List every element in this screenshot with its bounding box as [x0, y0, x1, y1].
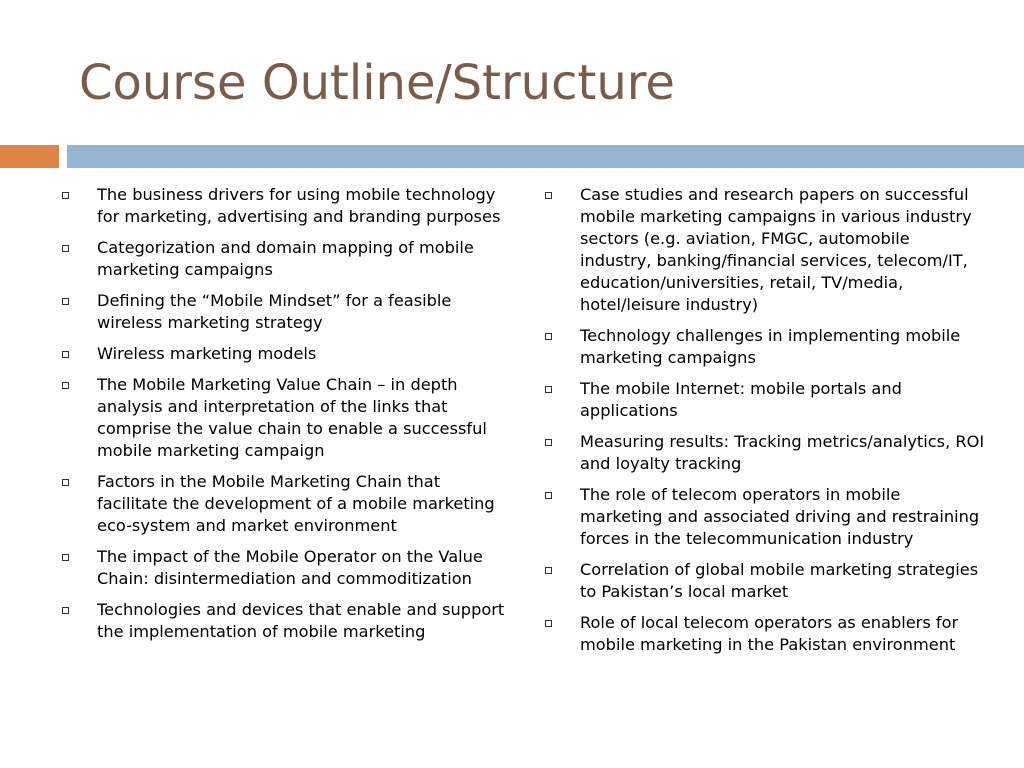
- square-bullet-icon: [545, 386, 552, 393]
- square-bullet-icon: [545, 620, 552, 627]
- list-item: [62, 374, 514, 462]
- square-bullet-icon: [545, 333, 552, 340]
- list-item: [62, 471, 514, 537]
- list-item: [545, 612, 985, 656]
- list-item: [545, 559, 985, 603]
- list-item: [545, 484, 985, 550]
- list-item: [62, 290, 514, 334]
- square-bullet-icon: [62, 479, 69, 486]
- list-item-text: The Mobile Marketing Value Chain – in depth analysis and interpretation of the links that comprise the value chain to enable a successful mobile marketing campaign: [97, 375, 487, 460]
- square-bullet-icon: [545, 192, 552, 199]
- square-bullet-icon: [62, 245, 69, 252]
- square-bullet-icon: [545, 439, 552, 446]
- list-item-text: The mobile Internet: mobile portals and applications: [580, 379, 902, 420]
- list-item: [545, 431, 985, 475]
- list-item-text: Technologies and devices that enable and support the implementation of mobile marketing: [97, 600, 505, 641]
- accent-bar-orange: [0, 145, 59, 168]
- list-item: [62, 546, 514, 590]
- square-bullet-icon: [62, 607, 69, 614]
- list-item-text: Technology challenges in implementing mobile marketing campaigns: [580, 326, 961, 367]
- square-bullet-icon: [62, 192, 69, 199]
- accent-bar-blue: [67, 145, 1024, 168]
- square-bullet-icon: [62, 351, 69, 358]
- list-item-text: Measuring results: Tracking metrics/analytics, ROI and loyalty tracking: [580, 432, 985, 473]
- list-item-text: Categorization and domain mapping of mobile marketing campaigns: [97, 238, 474, 279]
- square-bullet-icon: [545, 492, 552, 499]
- list-item-text: Defining the “Mobile Mindset” for a feasible wireless marketing strategy: [97, 291, 452, 332]
- square-bullet-icon: [62, 382, 69, 389]
- list-item-text: Role of local telecom operators as enablers for mobile marketing in the Pakistan environment: [580, 613, 959, 654]
- list-item: [545, 184, 985, 316]
- square-bullet-icon: [62, 298, 69, 305]
- list-item: [62, 237, 514, 281]
- list-item-text: Correlation of global mobile marketing strategies to Pakistan’s local market: [580, 560, 979, 601]
- list-item: [545, 378, 985, 422]
- left-bullet-list: [62, 184, 514, 652]
- list-item: [62, 343, 514, 365]
- list-item-text: The impact of the Mobile Operator on the Value Chain: disintermediation and commoditization: [97, 547, 483, 588]
- list-item: [62, 599, 514, 643]
- square-bullet-icon: [545, 567, 552, 574]
- slide-title: Course Outline/Structure: [79, 55, 675, 111]
- list-item: [545, 325, 985, 369]
- list-item-text: Factors in the Mobile Marketing Chain that facilitate the development of a mobile marketing eco-system and market environment: [97, 472, 495, 535]
- list-item-text: The business drivers for using mobile technology for marketing, advertising and branding purposes: [97, 185, 501, 226]
- list-item-text: Case studies and research papers on successful mobile marketing campaigns in various industry sectors (e.g. aviation, FMGC, automobile industry, banking/financial services, telecom/IT, education/universities, retail, TV/media, hotel/leisure industry): [580, 185, 972, 314]
- list-item-text: Wireless marketing models: [97, 344, 317, 363]
- list-item: [62, 184, 514, 228]
- square-bullet-icon: [62, 554, 69, 561]
- list-item-text: The role of telecom operators in mobile marketing and associated driving and restraining forces in the telecommunication industry: [580, 485, 980, 548]
- right-bullet-list: [545, 184, 985, 665]
